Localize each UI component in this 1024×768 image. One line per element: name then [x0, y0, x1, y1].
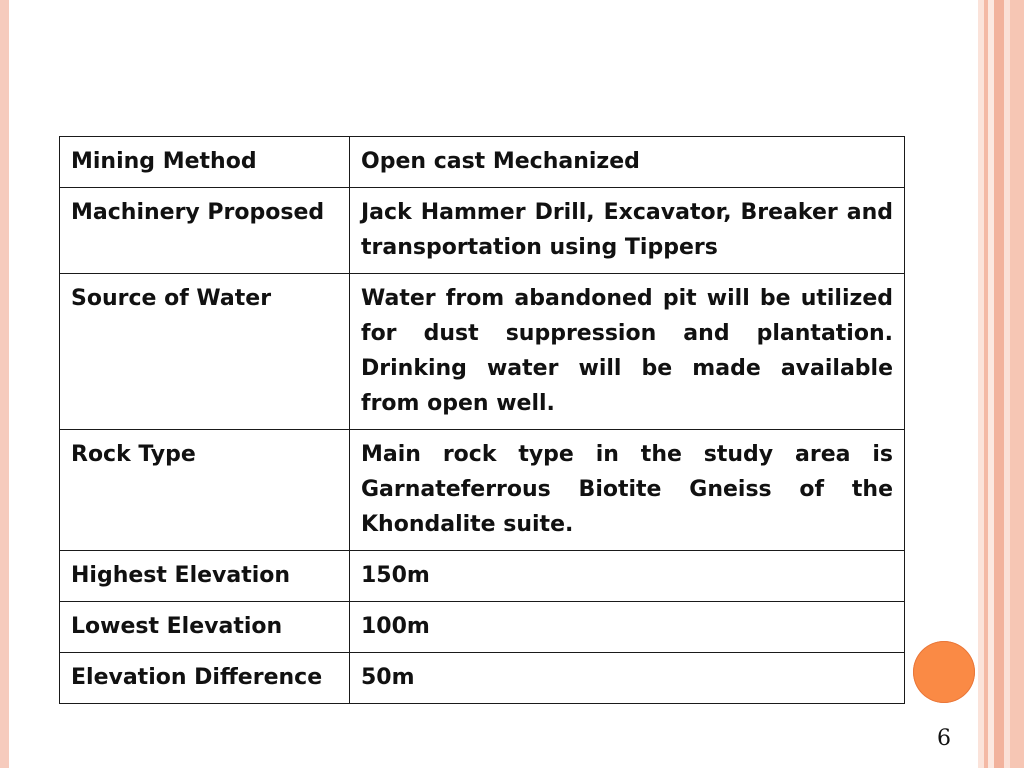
row-value: 50m — [350, 653, 905, 704]
row-label: Source of Water — [60, 274, 350, 430]
row-value: Main rock type in the study area is Garnateferrous Biotite Gneiss of the Khondalite suite. — [350, 430, 905, 551]
row-label: Mining Method — [60, 137, 350, 188]
row-label: Rock Type — [60, 430, 350, 551]
table-row — [60, 137, 905, 188]
table-row — [60, 430, 905, 551]
orange-circle-ornament — [913, 641, 975, 703]
row-value: 150m — [350, 551, 905, 602]
right-border-band — [1010, 0, 1024, 768]
table-row — [60, 551, 905, 602]
row-value: Jack Hammer Drill, Excavator, Breaker and transportation using Tippers — [350, 188, 905, 274]
row-value: Open cast Mechanized — [350, 137, 905, 188]
page-number: 6 — [937, 726, 951, 751]
table-row — [60, 188, 905, 274]
left-border-stripe — [0, 0, 9, 768]
row-label: Lowest Elevation — [60, 602, 350, 653]
right-border-band — [994, 0, 1004, 768]
table-row — [60, 653, 905, 704]
row-label: Highest Elevation — [60, 551, 350, 602]
row-label: Machinery Proposed — [60, 188, 350, 274]
row-label: Elevation Difference — [60, 653, 350, 704]
row-value: 100m — [350, 602, 905, 653]
table-row — [60, 274, 905, 430]
table-row — [60, 602, 905, 653]
project-details-table — [59, 136, 905, 704]
row-value: Water from abandoned pit will be utilized for dust suppression and plantation. Drinking water will be made available from open well. — [350, 274, 905, 430]
